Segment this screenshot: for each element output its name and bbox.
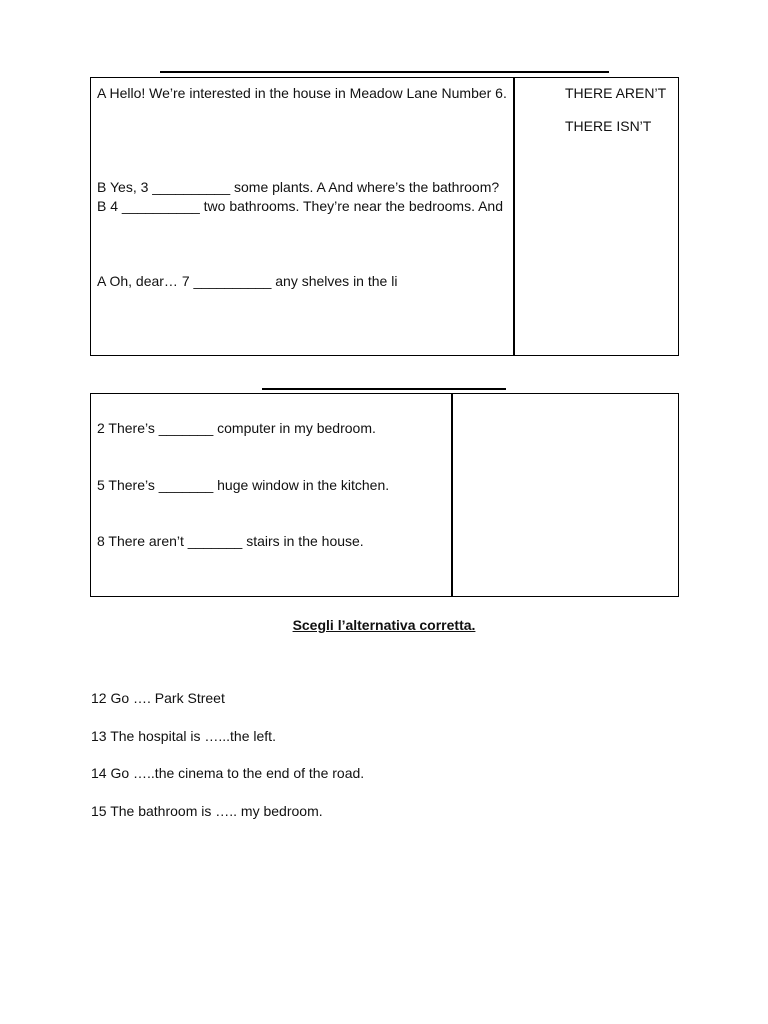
exercise-item: 12 Go …. Park Street	[91, 690, 225, 706]
sentence-line: 5 There’s _______ huge window in the kitchen.	[97, 477, 390, 493]
title-blank-line-1	[160, 71, 609, 73]
exercise-item: 14 Go …..the cinema to the end of the road.	[91, 765, 365, 781]
dialogue-line: B Yes, 3 __________ some plants. A And where’s the bathroom?	[97, 179, 500, 195]
dialogue-line: B 4 __________ two bathrooms. They’re near the bedrooms. And	[97, 198, 504, 214]
sentence-line: 8 There aren’t _______ stairs in the house.	[97, 533, 364, 549]
dialogue-line: A Hello! We’re interested in the house in Meadow Lane Number 6.	[97, 85, 507, 101]
dialogue-line: A Oh, dear… 7 __________ any shelves in the li	[97, 273, 398, 289]
sentence-line: 2 There’s _______ computer in my bedroom.	[97, 420, 376, 436]
sentences-table	[90, 393, 679, 597]
title-blank-line-2	[262, 388, 506, 390]
dialogue-table	[90, 77, 679, 356]
table-divider	[513, 78, 515, 355]
exercise-item: 13 The hospital is …...the left.	[91, 728, 276, 744]
word-box-item: THERE AREN’T	[565, 85, 667, 101]
exercise-item: 15 The bathroom is ….. my bedroom.	[91, 803, 323, 819]
table-divider	[451, 394, 453, 596]
word-box-item: THERE ISN’T	[565, 118, 652, 134]
instruction-heading: Scegli l’alternativa corretta.	[292, 617, 476, 633]
